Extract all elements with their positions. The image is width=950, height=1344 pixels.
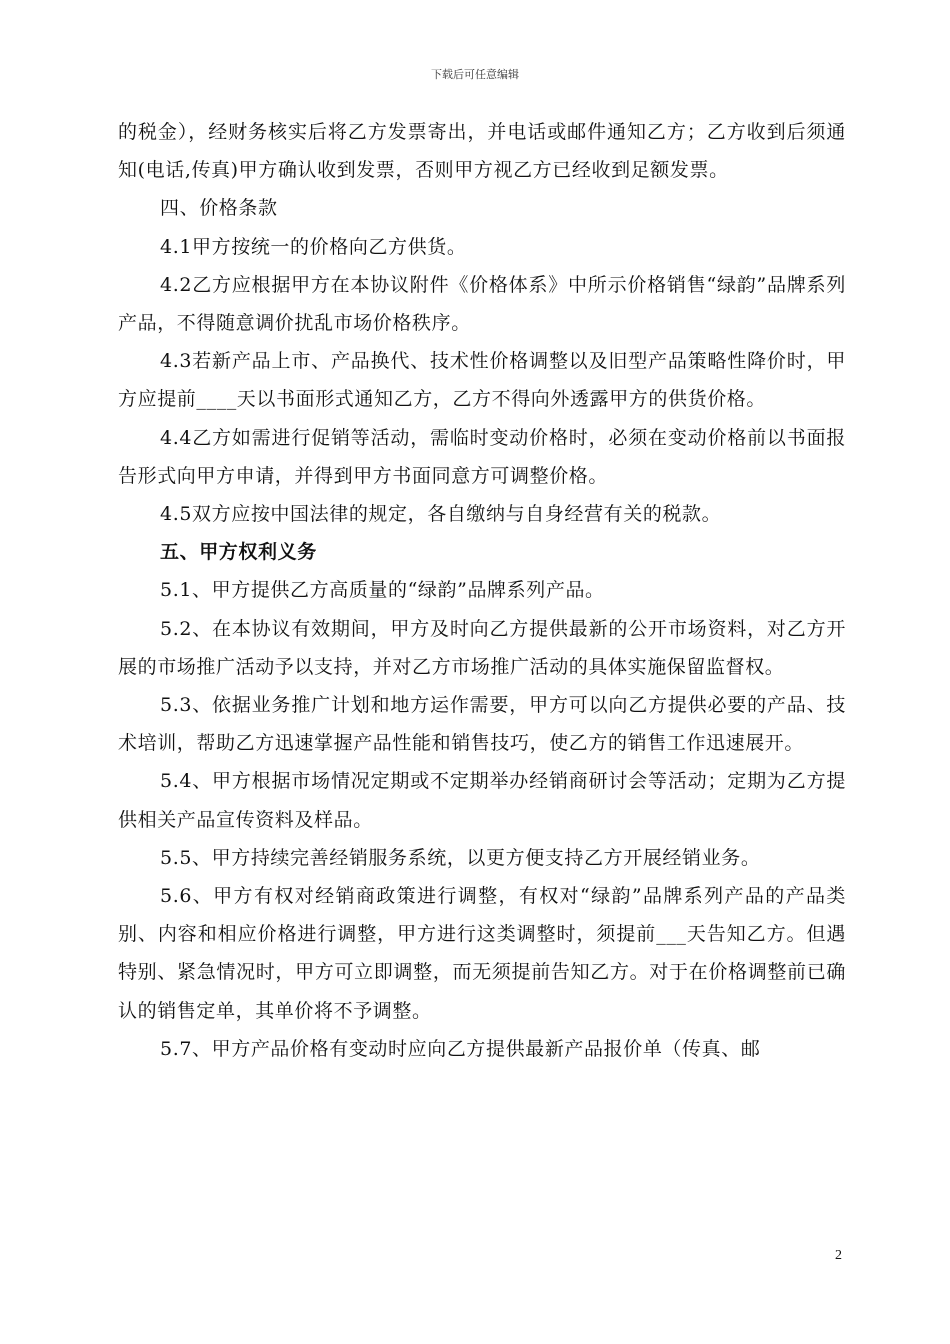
clause-4-4: 4.4乙方如需进行促销等活动，需临时变动价格时，必须在变动价格前以书面报告形式向甲方申请，并得到甲方书面同意方可调整价格。: [118, 426, 846, 487]
clause-5-6: 5.6、甲方有权对经销商政策进行调整，有权对“绿韵”品牌系列产品的产品类别、内容和相应价格进行调整，甲方进行这类调整时，须提前___天告知乙方。但遇特别、紧急情况时，甲方可立即调整，而无须提前告知乙方。对于在价格调整前已确认的销售定单，其单价将不予调整。: [118, 885, 846, 1022]
page-number: 2: [835, 1248, 842, 1263]
clause-4-5: 4.5双方应按中国法律的规定，各自缴纳与自身经营有关的税款。: [160, 503, 722, 526]
clause-4-1: 4.1甲方按统一的价格向乙方供货。: [160, 235, 467, 258]
document-body: [118, 113, 846, 1068]
section-heading-price-terms: 四、价格条款: [160, 197, 278, 220]
clause-5-4: 5.4、甲方根据市场情况定期或不定期举办经销商研讨会等活动；定期为乙方提供相关产品宣传资料及样品。: [118, 770, 846, 831]
paragraph-invoice-continued: 的税金），经财务核实后将乙方发票寄出，并电话或邮件通知乙方；乙方收到后须通知(电话,传真)甲方确认收到发票，否则甲方视乙方已经收到足额发票。: [118, 121, 846, 182]
clause-5-1: 5.1、甲方提供乙方高质量的“绿韵”品牌系列产品。: [160, 579, 605, 602]
clause-5-3: 5.3、依据业务推广计划和地方运作需要，甲方可以向乙方提供必要的产品、技术培训，帮助乙方迅速掌握产品性能和销售技巧，使乙方的销售工作迅速展开。: [118, 694, 846, 755]
clause-4-3: 4.3若新产品上市、产品换代、技术性价格调整以及旧型产品策略性降价时，甲方应提前____天以书面形式通知乙方，乙方不得向外透露甲方的供货价格。: [118, 350, 846, 411]
page-header: 下载后可任意编辑: [431, 68, 519, 81]
clause-5-5: 5.5、甲方持续完善经销服务系统，以更方便支持乙方开展经销业务。: [160, 846, 761, 869]
clause-5-7: 5.7、甲方产品价格有变动时应向乙方提供最新产品报价单（传真、邮: [160, 1037, 761, 1060]
clause-5-2: 5.2、在本协议有效期间，甲方及时向乙方提供最新的公开市场资料，对乙方开展的市场推广活动予以支持，并对乙方市场推广活动的具体实施保留监督权。: [118, 617, 846, 678]
clause-4-2: 4.2乙方应根据甲方在本协议附件《价格体系》中所示价格销售“绿韵”品牌系列产品，不得随意调价扰乱市场价格秩序。: [118, 273, 846, 335]
section-heading-party-a-rights: 五、甲方权利义务: [160, 541, 317, 564]
